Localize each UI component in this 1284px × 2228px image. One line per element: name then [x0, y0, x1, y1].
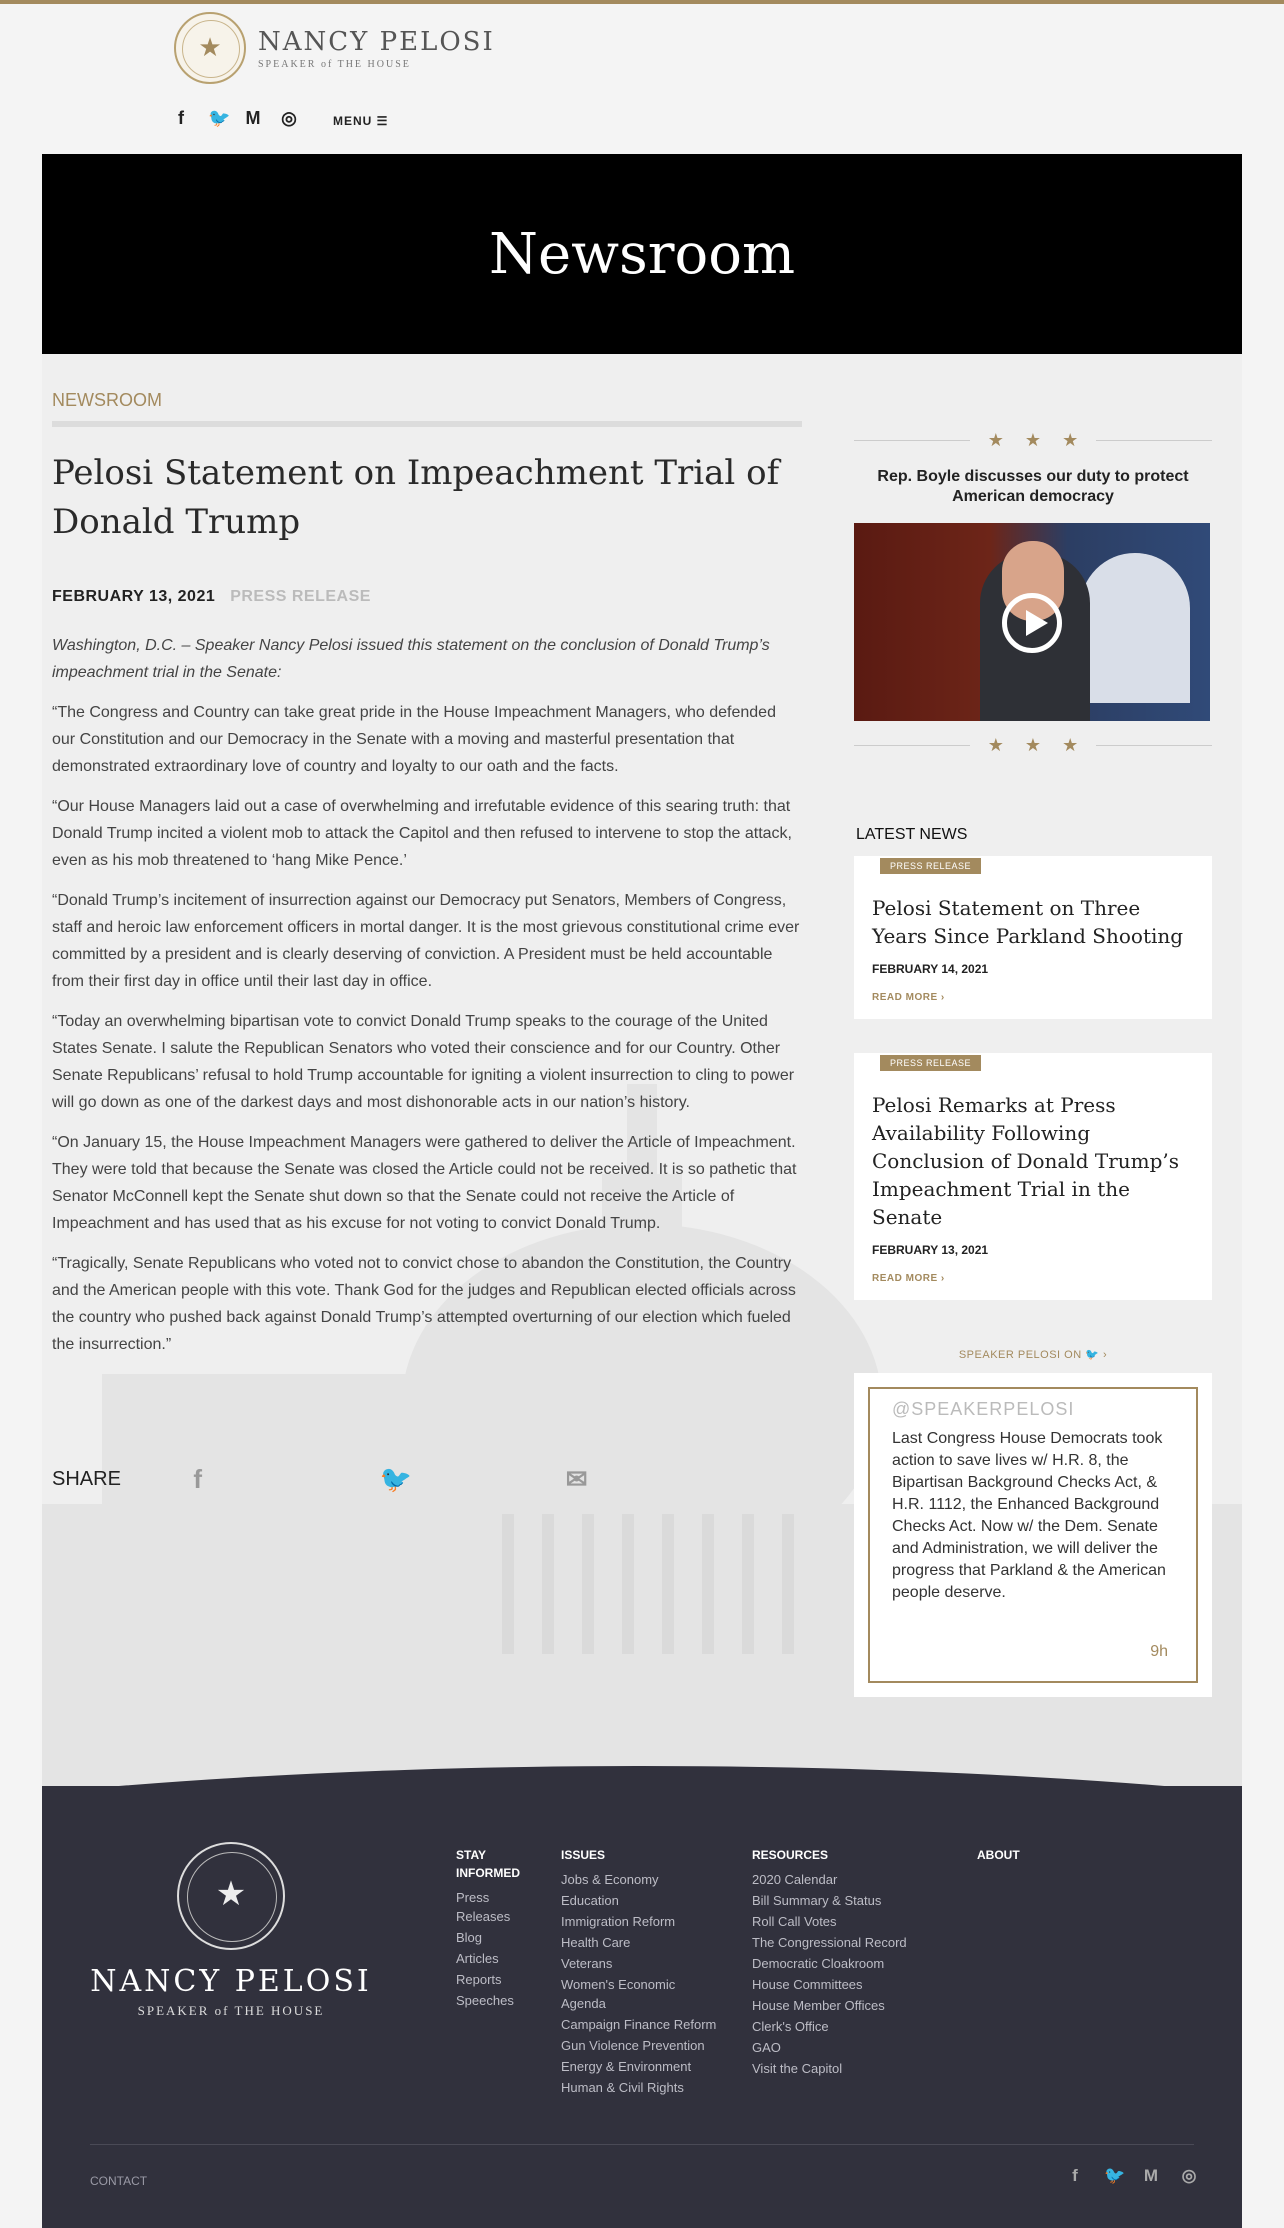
- footer-link[interactable]: Immigration Reform: [561, 1914, 676, 1929]
- footer-logo-subtitle: SPEAKER of THE HOUSE: [137, 2003, 325, 2018]
- site-header: [0, 4, 1284, 154]
- main-content: [42, 354, 1242, 1786]
- article-column: [52, 390, 802, 1371]
- share-email-icon[interactable]: ✉: [565, 1464, 588, 1494]
- stars-icon: ★ ★ ★: [987, 735, 1087, 755]
- twitter-icon[interactable]: 🐦: [1104, 2166, 1126, 2185]
- tweet-time[interactable]: 9h: [1150, 1643, 1168, 1660]
- news-badge: PRESS RELEASE: [880, 858, 981, 874]
- article-paragraph: “Tragically, Senate Republicans who voted not to convict chose to abandon the Constitution, the Country and the American people with this vote. Thank God for the judges and Republican elected officials across the country who pushed back against Donald Trump’s attempted overturning of our election which fueled the insurrection.”: [52, 1254, 796, 1353]
- footer-link[interactable]: Veterans: [561, 1956, 613, 1971]
- facebook-icon[interactable]: f: [178, 108, 184, 128]
- news-title[interactable]: Pelosi Statement on Three Years Since Parkland Shooting: [872, 896, 1184, 948]
- article-type[interactable]: PRESS RELEASE: [230, 587, 371, 605]
- facebook-icon[interactable]: f: [1072, 2166, 1078, 2185]
- footer-link[interactable]: Human & Civil Rights: [561, 2080, 684, 2095]
- share-facebook-icon[interactable]: f: [193, 1464, 202, 1494]
- footer-link[interactable]: Visit the Capitol: [752, 2061, 843, 2076]
- footer-link[interactable]: The Congressional Record: [752, 1935, 907, 1950]
- stars-divider: [854, 735, 1212, 756]
- footer-logo-name: NANCY PELOSI: [90, 1964, 372, 1999]
- footer-link[interactable]: Energy & Environment: [561, 2059, 692, 2074]
- medium-icon[interactable]: M: [245, 108, 261, 128]
- article-paragraph: “Our House Managers laid out a case of overwhelming and irrefutable evidence of this searing truth: that Donald Trump incited a violent mob to attack the Capitol and then refused to intervene to stop the attack, even as his mob threatened to ‘hang Mike Pence.’: [52, 797, 792, 869]
- article-body: [52, 632, 802, 1358]
- article-title: Pelosi Statement on Impeachment Trial of Donald Trump: [52, 453, 780, 543]
- news-badge: PRESS RELEASE: [880, 1055, 981, 1071]
- footer-heading: ISSUES: [561, 1848, 606, 1862]
- stars-icon: ★ ★ ★: [987, 430, 1087, 450]
- footer-heading: RESOURCES: [752, 1848, 829, 1862]
- article-paragraph: Washington, D.C. – Speaker Nancy Pelosi issued this statement on the conclusion of Donald Trump’s impeachment trial in the Senate:: [52, 636, 770, 681]
- news-card[interactable]: [854, 1053, 1212, 1300]
- news-date: FEBRUARY 13, 2021: [872, 1243, 989, 1257]
- share-bar: [52, 1464, 752, 1495]
- article-meta: [52, 588, 802, 606]
- footer-link[interactable]: Clerk's Office: [752, 2019, 829, 2034]
- footer-link[interactable]: Roll Call Votes: [752, 1914, 837, 1929]
- tweet-widget: [854, 1373, 1212, 1697]
- footer-about: [977, 1846, 1077, 1870]
- menu-button[interactable]: MENU ☰: [333, 114, 389, 128]
- share-twitter-icon[interactable]: 🐦: [379, 1464, 412, 1494]
- twitter-icon[interactable]: 🐦: [208, 108, 231, 128]
- stars-divider: [854, 430, 1212, 451]
- section-label[interactable]: NEWSROOM: [52, 390, 802, 427]
- article-date: FEBRUARY 13, 2021: [52, 587, 216, 605]
- site-footer: [42, 1786, 1242, 2228]
- read-more-link[interactable]: READ MORE ›: [872, 1273, 945, 1284]
- article-paragraph: “Today an overwhelming bipartisan vote to convict Donald Trump speaks to the courage of the United States Senate. I salute the Republican Senators who voted their conscience and for our Country. Other Senate Republicans’ refusal to hold Trump accountable for igniting a violent insurrection to cling to power will go down as one of the darkest days and most dishonorable acts in our nation’s history.: [52, 1012, 795, 1111]
- contact-link[interactable]: CONTACT: [90, 2174, 148, 2188]
- latest-news-heading: LATEST NEWS: [856, 826, 968, 843]
- footer-social-links: [1066, 2166, 1198, 2186]
- read-more-link[interactable]: READ MORE ›: [872, 992, 945, 1003]
- footer-stay-informed: [456, 1846, 536, 2012]
- share-label: SHARE: [52, 1468, 121, 1490]
- footer-link[interactable]: Jobs & Economy: [561, 1872, 659, 1887]
- footer-link[interactable]: Blog: [456, 1930, 483, 1945]
- speaker-twitter-link[interactable]: SPEAKER PELOSI ON 🐦 ›: [958, 1349, 1108, 1361]
- capitol-dome-image: [1080, 553, 1190, 703]
- hero-banner: [42, 154, 1242, 354]
- hero-title: Newsroom: [488, 221, 796, 287]
- footer-divider: [90, 2144, 1194, 2145]
- video-player[interactable]: [854, 523, 1210, 721]
- tweet-text: Last Congress House Democrats took action to save lives w/ H.R. 8, the Bipartisan Background Checks Act, & H.R. 1112, the Enhanced Background Checks Act. Now w/ the Dem. Senate and Administration, we will deliver the progress that Parkland & the American people deserve.: [892, 1430, 1166, 1601]
- footer-link[interactable]: Gun Violence Prevention: [561, 2038, 705, 2053]
- video-title: Rep. Boyle discusses our duty to protect American democracy: [877, 468, 1189, 505]
- footer-link[interactable]: Health Care: [561, 1935, 631, 1950]
- footer-resources: [752, 1846, 952, 2080]
- footer-logo[interactable]: [90, 1842, 372, 2019]
- footer-issues: [561, 1846, 721, 2099]
- logo-subtitle: SPEAKER of THE HOUSE: [258, 58, 411, 70]
- article-paragraph: “On January 15, the House Impeachment Managers were gathered to deliver the Article of Impeachment. They were told that because the Senate was closed the Article could not be received. It is so pathetic that Senator McConnell kept the Senate shut down so that the Senate could not receive the Article of Impeachment and has used that as his excuse for not voting to convict Donald Trump.: [52, 1133, 797, 1232]
- header-social-links: [172, 108, 298, 129]
- footer-link[interactable]: Democratic Cloakroom: [752, 1956, 885, 1971]
- footer-link[interactable]: House Committees: [752, 1977, 863, 1992]
- instagram-icon[interactable]: ◎: [281, 108, 297, 128]
- footer-link[interactable]: Speeches: [456, 1993, 514, 2008]
- footer-link[interactable]: GAO: [752, 2040, 781, 2055]
- site-logo[interactable]: [174, 12, 495, 84]
- footer-link[interactable]: House Member Offices: [752, 1998, 885, 2013]
- tweet-handle[interactable]: @SPEAKERPELOSI: [892, 1399, 1075, 1419]
- instagram-icon[interactable]: ◎: [1181, 2166, 1197, 2185]
- news-card[interactable]: [854, 856, 1212, 1019]
- footer-link[interactable]: Campaign Finance Reform: [561, 2017, 717, 2032]
- speaker-seal-icon: [174, 12, 246, 84]
- footer-link[interactable]: Education: [561, 1893, 619, 1908]
- footer-link[interactable]: Reports: [456, 1972, 502, 1987]
- logo-name: NANCY PELOSI: [258, 26, 495, 57]
- footer-link[interactable]: Press Releases: [456, 1890, 511, 1924]
- play-icon[interactable]: [1002, 593, 1062, 653]
- article-paragraph: “The Congress and Country can take great pride in the House Impeachment Managers, who defended our Constitution and our Democracy in the Senate with a moving and masterful presentation that demonstrated extraordinary love of country and loyalty to our oath and the facts.: [52, 703, 776, 775]
- house-seal-icon: [177, 1842, 285, 1950]
- article-paragraph: “Donald Trump’s incitement of insurrection against our Democracy put Senators, Members of Congress, staff and heroic law enforcement officers in mortal danger. It is the most grievous constitutional crime ever committed by a president and is clearly deserving of conviction. A President must be held accountable from their first day in office until their last day in office.: [52, 891, 800, 990]
- footer-link[interactable]: 2020 Calendar: [752, 1872, 838, 1887]
- sidebar: [854, 354, 1212, 1697]
- medium-icon[interactable]: M: [1143, 2166, 1159, 2185]
- news-title[interactable]: Pelosi Remarks at Press Availability Following Conclusion of Donald Trump’s Impeachment Trial in the Senate: [872, 1093, 1180, 1229]
- footer-heading: STAY INFORMED: [456, 1848, 520, 1880]
- footer-link[interactable]: Women's Economic Agenda: [561, 1977, 676, 2011]
- footer-about-link[interactable]: ABOUT: [977, 1848, 1020, 1862]
- footer-link[interactable]: Bill Summary & Status: [752, 1893, 882, 1908]
- footer-link[interactable]: Articles: [456, 1951, 499, 1966]
- news-date: FEBRUARY 14, 2021: [872, 962, 989, 976]
